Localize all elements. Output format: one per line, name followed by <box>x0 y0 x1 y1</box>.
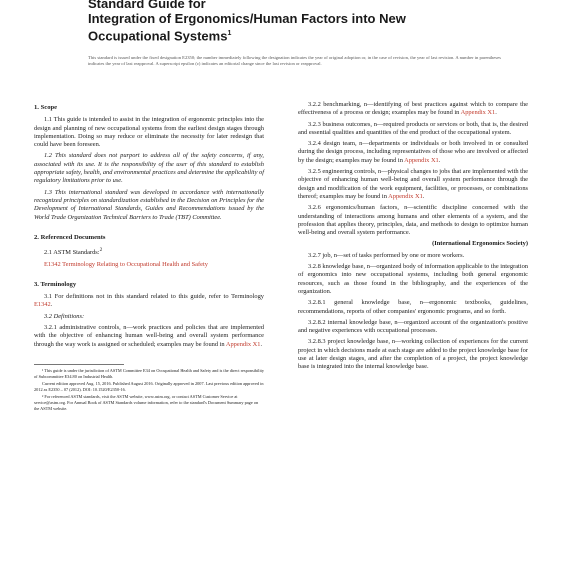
reference-e1342-link[interactable]: E1342 <box>44 260 61 268</box>
designation-preamble: This standard is issued under the fixed designation E2350; the number immediately following the designation indicates the year of original adoption or, in the case of revision, the year of last revision. A number in parentheses indicates the year of last reapproval. A superscript epsilon (ε) indicates an editorial change since the last revision or reapproval. <box>88 55 501 66</box>
paragraph-3-2-8-3: 3.2.8.3 project knowledge base, n—working collection of experiences for the current project in which decisions made at each stage are added to the project knowledge base for use at later design stages, and after the completion of a project, the project knowledge base is integrated into the internal knowledge base. <box>298 338 528 371</box>
title-footnote-mark: 1 <box>227 30 232 37</box>
paragraph-3-2-7: 3.2.7 job, n—set of tasks performed by one or more workers. <box>308 251 465 259</box>
title-line-2: Integration of Ergonomics/Human Factors into New <box>88 11 406 26</box>
paragraph-3-2-5: 3.2.5 engineering controls, n—physical changes to jobs that are implemented with the objective of enhancing human well-being and overall system performance through the design and modification of the work equipment, facilities, or processes, or combinations thereof; examples may be found in Appendix X1. <box>298 168 528 200</box>
footnote-1: ¹ This guide is under the jurisdiction of ASTM Committee E34 on Occupational Health and Safety and is the direct responsibility of Subcommittee E34.80 on Industrial Health. <box>34 367 264 379</box>
section-heading-referenced-documents: 2. Referenced Documents <box>34 233 106 241</box>
paragraph-3-2-2: 3.2.2 benchmarking, n—identifying of best practices against which to compare the effectiveness of a process or design; examples may be found in Appendix X1. <box>298 101 528 117</box>
paragraph-2-1: 2.1 ASTM Standards:$^2$ <box>44 247 103 257</box>
right-column <box>298 98 528 375</box>
appendix-x1-link[interactable]: Appendix X1 <box>460 109 496 117</box>
paragraph-3-2-3: 3.2.3 business outcomes, n—required products or services or both, that is, the desired and essential qualities and quantities of the end product of the occupational system. <box>298 120 528 136</box>
paragraph-3-2: 3.2 Definitions: <box>44 312 85 320</box>
appendix-x1-link[interactable]: Appendix X1 <box>404 156 439 164</box>
appendix-x1-link[interactable]: Appendix X1 <box>225 340 261 348</box>
reference-e1342 <box>34 261 264 269</box>
paragraph-1-2: 1.2 This standard does not purport to address all of the safety concerns, if any, associated with its use. It is the responsibility of the user of this standard to establish appropriate safety, health, and environmental practices and determine the applicability of regulatory limitations prior to use. <box>34 152 264 185</box>
appendix-x1-link[interactable]: Appendix X1 <box>388 192 423 200</box>
document-title <box>88 0 528 43</box>
footnote-2: ² For referenced ASTM standards, visit the ASTM website, www.astm.org, or contact ASTM Customer Service at service@astm.org. For Annual Book of ASTM Standards volume information, refer to the standard's Document Summary page on the ASTM website. <box>34 394 259 411</box>
paragraph-3-2-8-1: 3.2.8.1 general knowledge base, n—ergonomic textbooks, guidelines, recommendations, reports of other companies' ergonomic programs, and so forth. <box>298 299 528 315</box>
footnote-mark-2: 2 <box>99 247 103 254</box>
title-line-1: Standard Guide for <box>88 0 206 11</box>
paragraph-3-2-6: 3.2.6 ergonomics/human factors, n—scientific discipline concerned with the understanding of interactions among humans and other elements of a system, and the profession that applies theory, principles, data, and methods to design to optimize human well-being and overall system performance. <box>298 204 528 237</box>
footnote-divider <box>34 364 124 365</box>
footnote-1-edition: Current edition approved Aug. 15, 2016. Published August 2016. Originally approved in 2007. Last previous edition approved in 2012 as E2350 – 07 (2012). DOI: 10.1520/E2350-16. <box>34 381 264 392</box>
paragraph-3-1: 3.1 For definitions not in this standard related to this guide, refer to Terminology E1342. <box>34 293 264 309</box>
definition-source: (International Ergonomics Society) <box>432 240 528 248</box>
section-heading-terminology: 3. Terminology <box>34 280 77 288</box>
reference-e1342-title[interactable]: Terminology Relating to Occupational Health and Safety <box>62 260 208 268</box>
paragraph-3-2-8-2: 3.2.8.2 internal knowledge base, n—organized account of the organization's positive and negative experiences with occupational processes. <box>298 318 528 335</box>
left-column <box>34 98 264 413</box>
paragraph-1-3: 1.3 This international standard was developed in accordance with internationally recognized principles on standardization established in the Decision on Principles for the Development of International Standards, Guides and Recommendations issued by the World Trade Organization Technical Barriers to Trade (TBT) Committee. <box>34 188 264 221</box>
paragraph-3-2-1: 3.2.1 administrative controls, n—work practices and policies that are implemented with the objective of enhancing human well-being and overall system performance through the way work is assigned or scheduled; examples may be found in Appendix X1. <box>34 324 264 348</box>
paragraph-1-1: 1.1 This guide is intended to assist in the integration of ergonomic principles into the design and planning of new occupational systems from the earliest design stages through implementation. Doing so may reduce or eliminate the necessity for later redesign that could have been foreseen. <box>34 116 264 149</box>
paragraph-3-2-8: 3.2.8 knowledge base, n—organized body of information applicable to the integration of ergonomics into new occupational systems, including both general ergonomic resources, such as those found in the bibliography, and the experiences of the organization. <box>298 263 528 295</box>
title-line-3: Occupational Systems$^1$ <box>88 28 232 44</box>
terminology-e1342-link[interactable]: E1342 <box>34 301 51 309</box>
paragraph-3-2-4: 3.2.4 design team, n—departments or individuals or both involved in or consulted during the design process, including representatives of those who are involved or affected by the design; examples may be found in Appendix X1. <box>298 140 528 164</box>
section-heading-scope: 1. Scope <box>34 104 58 111</box>
